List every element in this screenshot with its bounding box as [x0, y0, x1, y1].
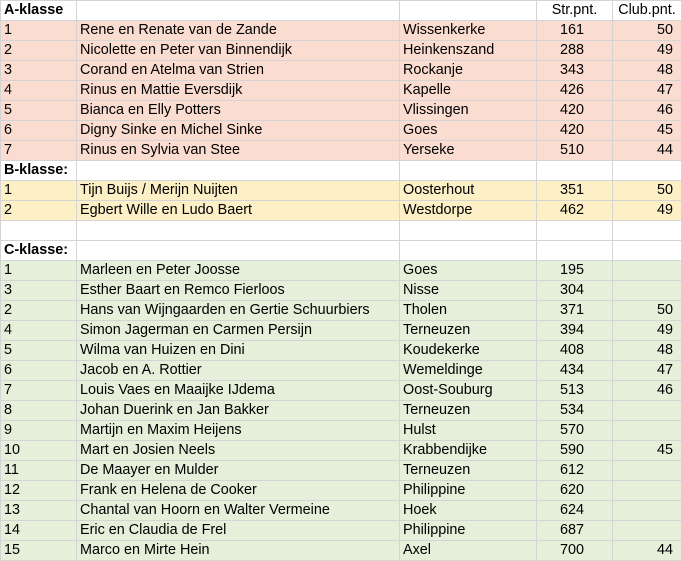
empty-cell [537, 221, 613, 241]
rank-cell: 4 [1, 321, 77, 341]
table-row [1, 461, 681, 481]
place-cell: Terneuzen [400, 461, 537, 481]
str-pnt-cell: 161 [537, 21, 613, 41]
pair-name-cell: De Maayer en Mulder [77, 461, 400, 481]
str-pnt-cell: 434 [537, 361, 613, 381]
club-pnt-header: Club.pnt. [613, 1, 681, 21]
rank-cell: 13 [1, 501, 77, 521]
pair-name-cell: Rinus en Sylvia van Stee [77, 141, 400, 161]
club-pnt-cell [613, 421, 681, 441]
club-pnt-cell: 44 [613, 141, 681, 161]
str-pnt-cell: 351 [537, 181, 613, 201]
a-klasse-title: A-klasse [1, 1, 77, 21]
club-pnt-cell: 50 [613, 301, 681, 321]
club-pnt-cell [613, 281, 681, 301]
pair-name-cell: Bianca en Elly Potters [77, 101, 400, 121]
pair-name-cell: Corand en Atelma van Strien [77, 61, 400, 81]
pair-name-cell: Marco en Mirte Hein [77, 541, 400, 561]
place-cell: Heinkenszand [400, 41, 537, 61]
place-cell: Nisse [400, 281, 537, 301]
place-cell: Vlissingen [400, 101, 537, 121]
str-pnt-cell: 590 [537, 441, 613, 461]
rank-cell: 10 [1, 441, 77, 461]
table-row [1, 361, 681, 381]
place-cell: Hoek [400, 501, 537, 521]
str-pnt-cell: 513 [537, 381, 613, 401]
place-cell: Krabbendijke [400, 441, 537, 461]
results-body [1, 1, 681, 561]
club-pnt-cell: 49 [613, 201, 681, 221]
rank-cell: 8 [1, 401, 77, 421]
pair-name-cell: Chantal van Hoorn en Walter Vermeine [77, 501, 400, 521]
club-pnt-cell: 48 [613, 341, 681, 361]
club-pnt-cell: 45 [613, 121, 681, 141]
empty-cell [613, 161, 681, 181]
b-klasse-title-row [1, 161, 681, 181]
place-cell: Axel [400, 541, 537, 561]
empty-cell [400, 241, 537, 261]
a-klasse-header-row [1, 1, 681, 21]
spacer-row [1, 221, 681, 241]
club-pnt-cell: 46 [613, 101, 681, 121]
empty-cell [400, 221, 537, 241]
pair-name-cell: Tijn Buijs / Merijn Nuijten [77, 181, 400, 201]
pair-name-cell: Mart en Josien Neels [77, 441, 400, 461]
table-row [1, 181, 681, 201]
table-row [1, 421, 681, 441]
pair-name-cell: Frank en Helena de Cooker [77, 481, 400, 501]
club-pnt-cell [613, 461, 681, 481]
table-row [1, 141, 681, 161]
c-klasse-title-row [1, 241, 681, 261]
place-cell: Philippine [400, 481, 537, 501]
table-row [1, 501, 681, 521]
rank-cell: 11 [1, 461, 77, 481]
str-pnt-cell: 624 [537, 501, 613, 521]
club-pnt-cell: 50 [613, 181, 681, 201]
place-cell: Hulst [400, 421, 537, 441]
str-pnt-cell: 408 [537, 341, 613, 361]
table-row [1, 21, 681, 41]
table-row [1, 81, 681, 101]
club-pnt-cell: 47 [613, 81, 681, 101]
str-pnt-cell: 700 [537, 541, 613, 561]
table-row [1, 121, 681, 141]
empty-cell [77, 221, 400, 241]
empty-cell [537, 241, 613, 261]
pair-name-cell: Eric en Claudia de Frel [77, 521, 400, 541]
rank-cell: 1 [1, 261, 77, 281]
empty-cell [400, 161, 537, 181]
empty-cell [537, 161, 613, 181]
pair-name-cell: Nicolette en Peter van Binnendijk [77, 41, 400, 61]
rank-cell: 2 [1, 301, 77, 321]
str-pnt-cell: 687 [537, 521, 613, 541]
table-row [1, 521, 681, 541]
rank-cell: 5 [1, 101, 77, 121]
c-klasse-title: C-klasse: [1, 241, 77, 261]
table-row [1, 401, 681, 421]
empty-cell [613, 241, 681, 261]
place-cell: Oosterhout [400, 181, 537, 201]
table-row [1, 321, 681, 341]
rank-cell: 3 [1, 61, 77, 81]
table-row [1, 341, 681, 361]
str-pnt-cell: 612 [537, 461, 613, 481]
place-cell: Terneuzen [400, 321, 537, 341]
pair-name-cell: Egbert Wille en Ludo Baert [77, 201, 400, 221]
pair-name-cell: Rene en Renate van de Zande [77, 21, 400, 41]
pair-name-cell: Jacob en A. Rottier [77, 361, 400, 381]
club-pnt-cell: 44 [613, 541, 681, 561]
rank-cell: 5 [1, 341, 77, 361]
b-klasse-title: B-klasse: [1, 161, 77, 181]
table-row [1, 381, 681, 401]
pair-name-cell: Wilma van Huizen en Dini [77, 341, 400, 361]
club-pnt-cell [613, 261, 681, 281]
str-pnt-cell: 426 [537, 81, 613, 101]
pair-name-cell: Hans van Wijngaarden en Gertie Schuurbiers [77, 301, 400, 321]
empty-cell [1, 221, 77, 241]
club-pnt-cell [613, 501, 681, 521]
club-pnt-cell: 45 [613, 441, 681, 461]
club-pnt-cell [613, 481, 681, 501]
table-row [1, 281, 681, 301]
table-row [1, 481, 681, 501]
rank-cell: 7 [1, 141, 77, 161]
place-cell: Tholen [400, 301, 537, 321]
table-row [1, 61, 681, 81]
place-cell: Terneuzen [400, 401, 537, 421]
empty-cell [613, 221, 681, 241]
str-pnt-cell: 534 [537, 401, 613, 421]
rank-cell: 15 [1, 541, 77, 561]
place-cell: Goes [400, 261, 537, 281]
str-pnt-cell: 343 [537, 61, 613, 81]
table-row [1, 301, 681, 321]
rank-cell: 6 [1, 121, 77, 141]
table-row [1, 41, 681, 61]
rank-cell: 7 [1, 381, 77, 401]
str-pnt-cell: 288 [537, 41, 613, 61]
place-cell: Philippine [400, 521, 537, 541]
str-pnt-cell: 394 [537, 321, 613, 341]
str-pnt-cell: 570 [537, 421, 613, 441]
club-pnt-cell: 48 [613, 61, 681, 81]
table-row [1, 261, 681, 281]
place-cell: Rockanje [400, 61, 537, 81]
pair-name-cell: Simon Jagerman en Carmen Persijn [77, 321, 400, 341]
club-pnt-cell [613, 521, 681, 541]
pair-name-cell: Rinus en Mattie Eversdijk [77, 81, 400, 101]
pair-name-cell: Esther Baart en Remco Fierloos [77, 281, 400, 301]
rank-cell: 4 [1, 81, 77, 101]
rank-cell: 2 [1, 201, 77, 221]
pair-name-cell: Digny Sinke en Michel Sinke [77, 121, 400, 141]
rank-cell: 3 [1, 281, 77, 301]
str-pnt-cell: 620 [537, 481, 613, 501]
rank-cell: 2 [1, 41, 77, 61]
pair-name-cell: Marleen en Peter Joosse [77, 261, 400, 281]
club-pnt-cell: 49 [613, 41, 681, 61]
str-pnt-cell: 195 [537, 261, 613, 281]
str-pnt-cell: 462 [537, 201, 613, 221]
str-pnt-cell: 420 [537, 121, 613, 141]
str-pnt-cell: 420 [537, 101, 613, 121]
place-cell: Yerseke [400, 141, 537, 161]
pair-name-cell: Louis Vaes en Maaijke IJdema [77, 381, 400, 401]
club-pnt-cell [613, 401, 681, 421]
str-pnt-cell: 510 [537, 141, 613, 161]
str-pnt-header: Str.pnt. [537, 1, 613, 21]
place-cell: Koudekerke [400, 341, 537, 361]
place-cell: Westdorpe [400, 201, 537, 221]
rank-cell: 14 [1, 521, 77, 541]
pair-name-cell: Martijn en Maxim Heijens [77, 421, 400, 441]
rank-cell: 6 [1, 361, 77, 381]
table-row [1, 201, 681, 221]
place-cell: Wissenkerke [400, 21, 537, 41]
pair-name-cell: Johan Duerink en Jan Bakker [77, 401, 400, 421]
table-row [1, 441, 681, 461]
rank-cell: 1 [1, 21, 77, 41]
rank-cell: 1 [1, 181, 77, 201]
str-pnt-cell: 304 [537, 281, 613, 301]
table-row [1, 101, 681, 121]
table-row [1, 541, 681, 561]
empty-cell [77, 161, 400, 181]
empty-cell [77, 241, 400, 261]
str-pnt-cell: 371 [537, 301, 613, 321]
place-cell: Goes [400, 121, 537, 141]
club-pnt-cell: 47 [613, 361, 681, 381]
club-pnt-cell: 46 [613, 381, 681, 401]
place-cell: Oost-Souburg [400, 381, 537, 401]
empty-cell [77, 1, 400, 21]
empty-cell [400, 1, 537, 21]
place-cell: Kapelle [400, 81, 537, 101]
club-pnt-cell: 50 [613, 21, 681, 41]
rank-cell: 9 [1, 421, 77, 441]
rank-cell: 12 [1, 481, 77, 501]
place-cell: Wemeldinge [400, 361, 537, 381]
club-pnt-cell: 49 [613, 321, 681, 341]
